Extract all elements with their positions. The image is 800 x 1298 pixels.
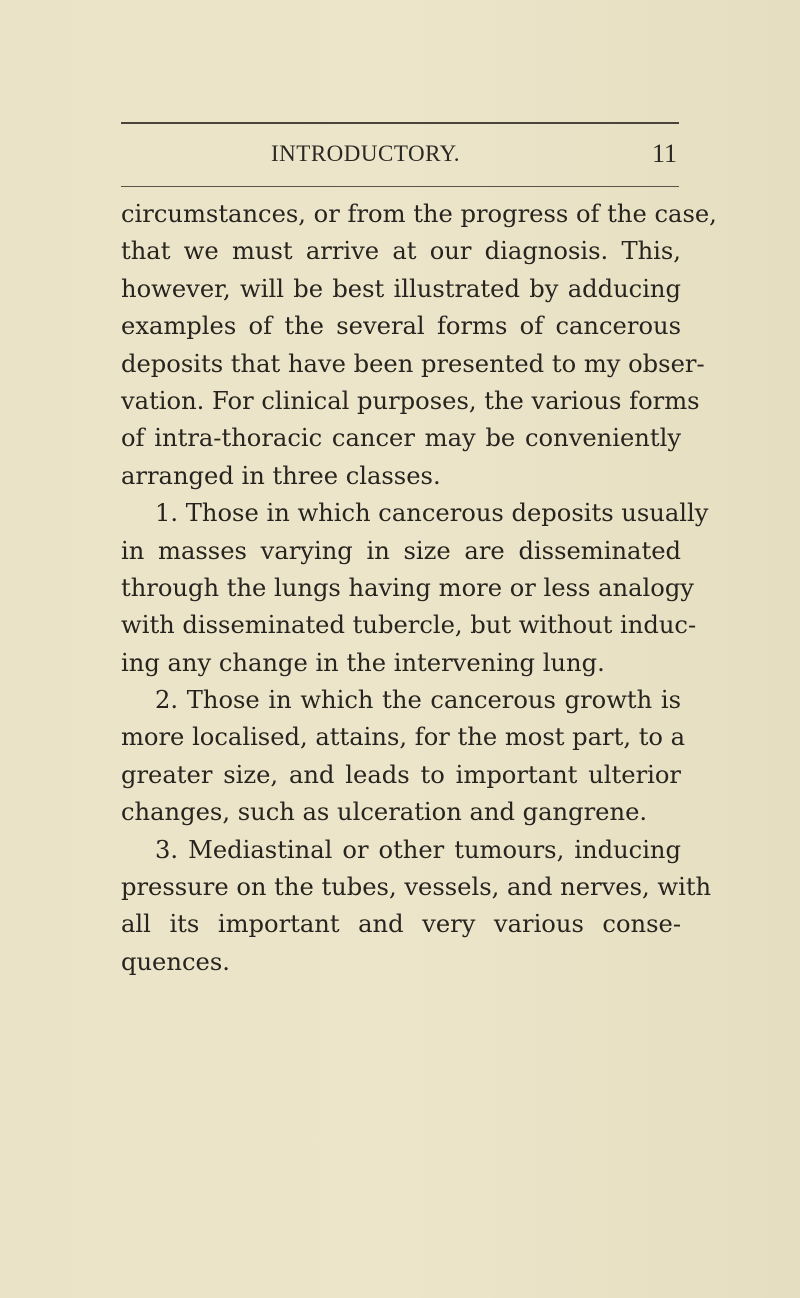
text-line: through the lungs having more or less analogy: [121, 573, 694, 602]
header-rule: [121, 186, 679, 187]
text-line: arranged in three classes.: [121, 461, 441, 490]
text-line: vation. For clinical purposes, the various forms: [121, 386, 700, 415]
text-line: of intra-thoracic cancer may be conveniently: [121, 424, 681, 453]
body-text: [121, 196, 717, 981]
page-number: 11: [651, 139, 677, 168]
top-rule: [121, 122, 679, 124]
text-line: examples of the several forms of cancerous: [121, 312, 681, 341]
text-line: quences.: [121, 947, 230, 976]
text-line: 3. Mediastinal or other tumours, inducing: [155, 835, 681, 864]
text-line: 2. Those in which the cancerous growth is: [155, 686, 681, 715]
running-head: [121, 141, 679, 175]
text-line: all its important and very various conse-: [121, 910, 681, 939]
text-line: circumstances, or from the progress of the case,: [121, 200, 717, 228]
text-line: however, will be best illustrated by adducing: [121, 274, 681, 303]
text-line: with disseminated tubercle, but without induc-: [121, 611, 697, 640]
text-line: pressure on the tubes, vessels, and nerves, with: [121, 873, 712, 902]
text-line: in masses varying in size are disseminated: [121, 536, 681, 565]
text-line: more localised, attains, for the most part, to a: [121, 723, 686, 752]
text-line: changes, such as ulceration and gangrene.: [121, 798, 648, 827]
running-title: INTRODUCTORY.: [271, 141, 461, 166]
text-line: 1. Those in which cancerous deposits usually: [155, 499, 709, 528]
text-line: that we must arrive at our diagnosis. This,: [121, 237, 681, 266]
text-line: greater size, and leads to important ulterior: [121, 760, 681, 789]
text-line: ing any change in the intervening lung.: [121, 648, 605, 677]
text-line: deposits that have been presented to my obser-: [121, 349, 705, 378]
